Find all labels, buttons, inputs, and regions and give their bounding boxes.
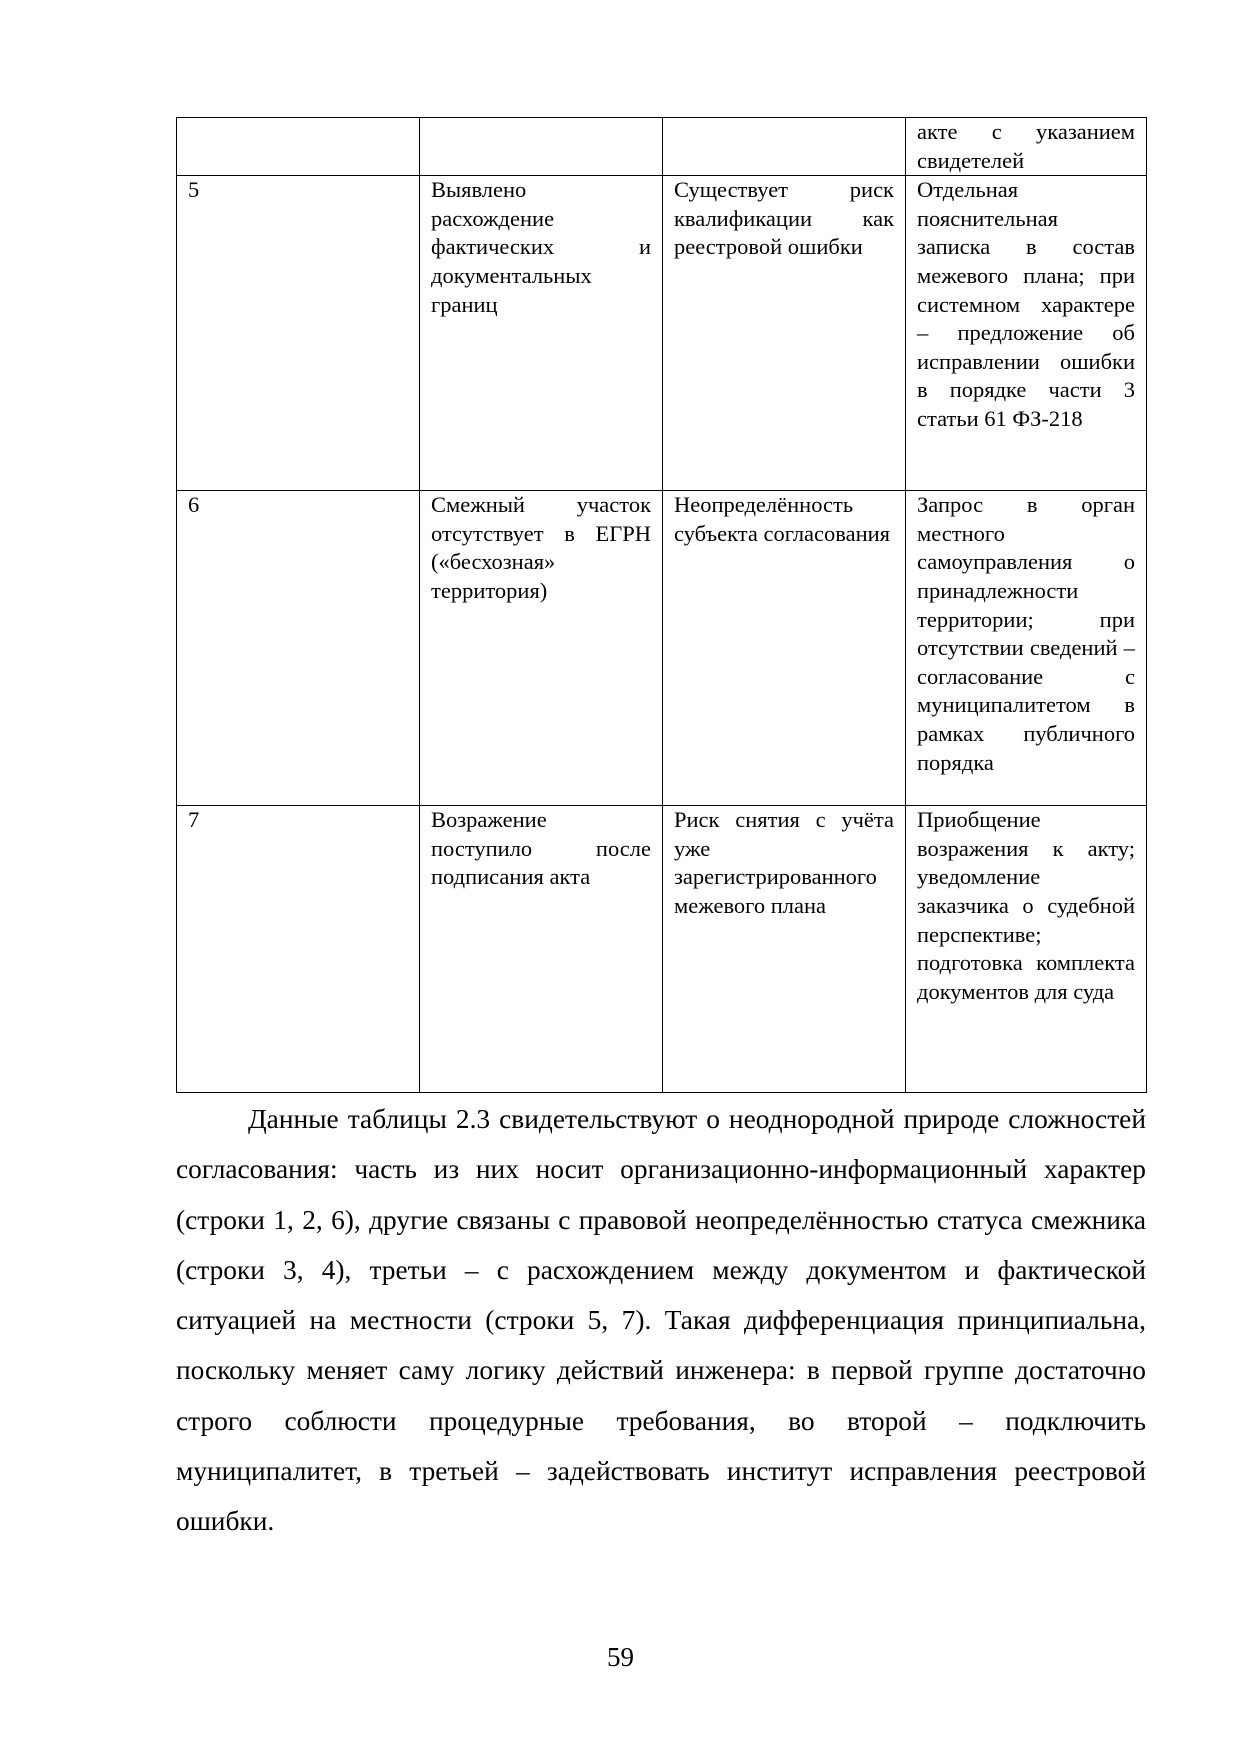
row-number-cell [177, 118, 420, 176]
table-row [177, 176, 1147, 491]
situation-cell: Возражение поступило после подписания акта [420, 806, 663, 1093]
risk-cell: Риск снятия с учёта уже зарегистрированного межевого плана [663, 806, 906, 1093]
row-number-cell: 5 [177, 176, 420, 491]
table-row [177, 491, 1147, 806]
action-cell: Запрос в орган местного самоуправления о принадлежности территории; при отсутствии сведений – согласование с муниципалитетом в рамках публичного порядка [906, 491, 1147, 806]
row-number-cell: 7 [177, 806, 420, 1093]
risk-cell [663, 118, 906, 176]
table-row [177, 806, 1147, 1093]
row-number-cell: 6 [177, 491, 420, 806]
action-cell: акте с указанием свидетелей [906, 118, 1147, 176]
situation-cell: Выявлено расхождение фактических и документальных границ [420, 176, 663, 491]
risk-cell: Существует риск квалификации как реестровой ошибки [663, 176, 906, 491]
situation-cell [420, 118, 663, 176]
action-cell: Приобщение возражения к акту; уведомление заказчика о судебной перспективе; подготовка комплекта документов для суда [906, 806, 1147, 1093]
situation-cell: Смежный участок отсутствует в ЕГРН («бесхозная» территория) [420, 491, 663, 806]
table-row [177, 118, 1147, 176]
page-number: 59 [607, 1642, 634, 1672]
body-paragraph: Данные таблицы 2.3 свидетельствуют о неоднородной природе сложностей согласования: часть из них носит организационно-информационный характер (строки 1, 2, 6), другие связаны с правовой неопределённостью статуса смежника (строки 3, 4), третьи – с расхождением между документом и фактической ситуацией на местности (строки 5, 7). Такая дифференциация принципиальна, поскольку меняет саму логику действий инженера: в первой группе достаточно строго соблюсти процедурные требования, во второй – подключить муниципалитет, в третьей – задействовать институт исправления реестровой ошибки. [176, 1104, 1146, 1537]
risk-cell: Неопределённость субъекта согласования [663, 491, 906, 806]
action-cell: Отдельная пояснительная записка в состав межевого плана; при системном характере – предложение об исправлении ошибки в порядке части 3 статьи 61 ФЗ-218 [906, 176, 1147, 491]
difficulties-table [176, 117, 1147, 1093]
